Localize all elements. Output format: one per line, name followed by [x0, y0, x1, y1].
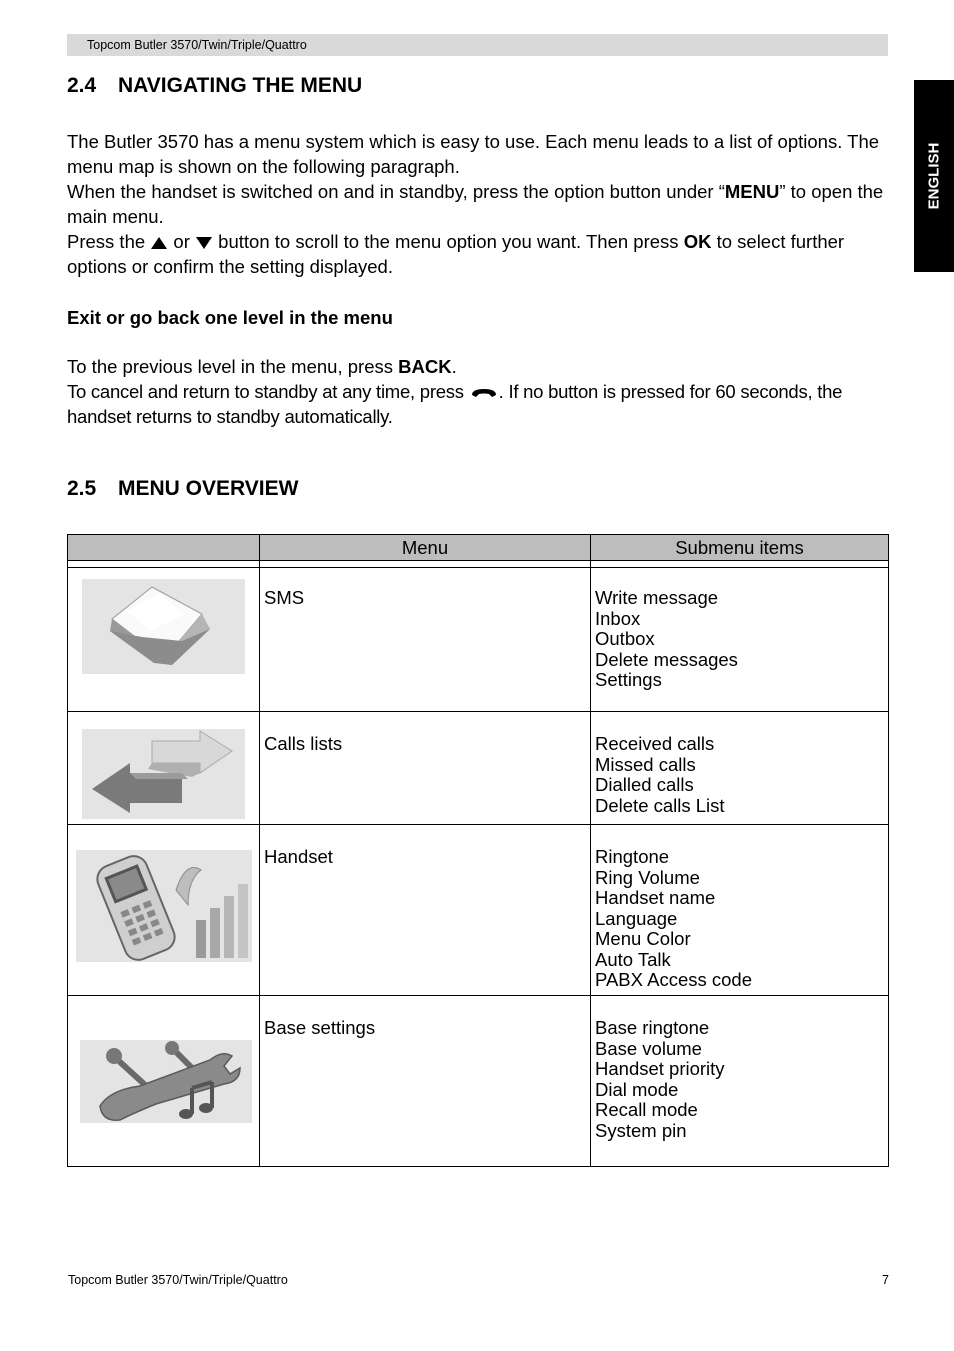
menu-name: Base settings — [260, 996, 591, 1167]
icon-cell — [68, 568, 260, 712]
table-header-row — [68, 535, 889, 561]
tools-icon — [80, 1040, 252, 1123]
icon-cell — [68, 825, 260, 996]
list-item: Dialled calls — [595, 774, 694, 795]
table-row — [68, 568, 889, 712]
section-heading-overview — [67, 477, 298, 501]
paragraph — [67, 229, 897, 279]
list-item: Ringtone — [595, 846, 670, 867]
list-item: Outbox — [595, 628, 655, 649]
table-row — [68, 825, 889, 996]
submenu-list — [595, 847, 888, 991]
menu-name: SMS — [260, 568, 591, 712]
submenu-list — [595, 734, 888, 816]
language-tab-label: ENGLISH — [925, 142, 943, 210]
back-key-text: BACK — [398, 356, 452, 377]
up-arrow-icon — [150, 235, 168, 251]
text: to select further options or confirm the setting displayed. — [67, 231, 845, 277]
section-title: MENU OVERVIEW — [118, 477, 299, 500]
list-item: Delete calls List — [595, 794, 725, 816]
text: To the previous level in the menu, press — [67, 356, 399, 377]
menu-overview-table — [67, 534, 889, 1167]
list-item: Auto Talk — [595, 948, 671, 970]
text: ” to open the main menu. — [67, 181, 884, 227]
language-tab — [914, 80, 954, 272]
paragraph — [67, 379, 897, 429]
table-header-menu: Menu — [260, 535, 591, 561]
list-item: System pin — [595, 1119, 687, 1141]
page-number: 7 — [882, 1273, 889, 1287]
table-spacer — [68, 561, 889, 568]
paragraph — [67, 179, 897, 229]
section-heading-navigating — [67, 74, 362, 98]
list-item: Received calls — [595, 733, 715, 754]
menu-key-text: MENU — [724, 181, 780, 202]
list-item: Inbox — [595, 607, 641, 629]
envelope-icon — [82, 579, 245, 674]
icon-cell — [68, 996, 260, 1167]
phone-icon — [76, 850, 252, 962]
text: . — [451, 356, 457, 377]
list-item: Handset priority — [595, 1058, 725, 1079]
table-header-submenu: Submenu items — [591, 535, 889, 561]
list-item: Handset name — [595, 887, 716, 908]
text: button to scroll to the menu option you want. Then press — [218, 231, 684, 252]
list-item: Base volume — [595, 1037, 702, 1059]
text: To cancel and return to standby at any time, press — [67, 381, 469, 402]
icon-cell — [68, 712, 260, 825]
list-item: PABX Access code — [595, 969, 752, 990]
text: Press the — [67, 231, 151, 252]
header-title: Topcom Butler 3570/Twin/Triple/Quattro — [87, 38, 307, 52]
list-item: Dial mode — [595, 1078, 679, 1100]
exit-subheading: Exit or go back one level in the menu — [67, 307, 393, 328]
list-item: Missed calls — [595, 753, 696, 775]
text: . If no button is pressed for 60 seconds, the handset returns to standby automatically. — [67, 381, 843, 427]
submenu-cell — [591, 996, 889, 1167]
table-row — [68, 712, 889, 825]
list-item: Ring Volume — [595, 866, 700, 888]
list-item: Menu Color — [595, 928, 691, 949]
list-item: Settings — [595, 669, 662, 690]
header-bar — [67, 34, 888, 56]
navigation-intro — [67, 129, 897, 279]
section-title: NAVIGATING THE MENU — [118, 74, 363, 97]
menu-name: Calls lists — [260, 712, 591, 825]
paragraph — [67, 354, 897, 379]
text: or — [168, 231, 196, 252]
submenu-list — [595, 1018, 888, 1141]
paragraph: The Butler 3570 has a menu system which is easy to use. Each menu leads to a list of options. The menu map is shown on the following paragraph. — [67, 131, 880, 177]
submenu-list — [595, 588, 888, 691]
end-call-icon — [469, 386, 499, 400]
list-item: Write message — [595, 587, 719, 608]
menu-name: Handset — [260, 825, 591, 996]
list-item: Delete messages — [595, 648, 738, 670]
list-item: Language — [595, 907, 678, 929]
submenu-cell — [591, 568, 889, 712]
list-item: Recall mode — [595, 1099, 698, 1120]
section-number: 2.4 — [67, 74, 97, 97]
down-arrow-icon — [195, 235, 213, 251]
table-row — [68, 996, 889, 1167]
section-number: 2.5 — [67, 477, 97, 500]
exit-instructions — [67, 354, 897, 429]
ok-key-text: OK — [683, 231, 712, 252]
submenu-cell — [591, 825, 889, 996]
submenu-cell — [591, 712, 889, 825]
footer-title: Topcom Butler 3570/Twin/Triple/Quattro — [68, 1273, 288, 1287]
arrows-icon — [82, 729, 245, 819]
table-header-icon — [68, 535, 260, 561]
list-item: Base ringtone — [595, 1017, 710, 1038]
text: When the handset is switched on and in standby, press the option button under “ — [67, 181, 725, 202]
